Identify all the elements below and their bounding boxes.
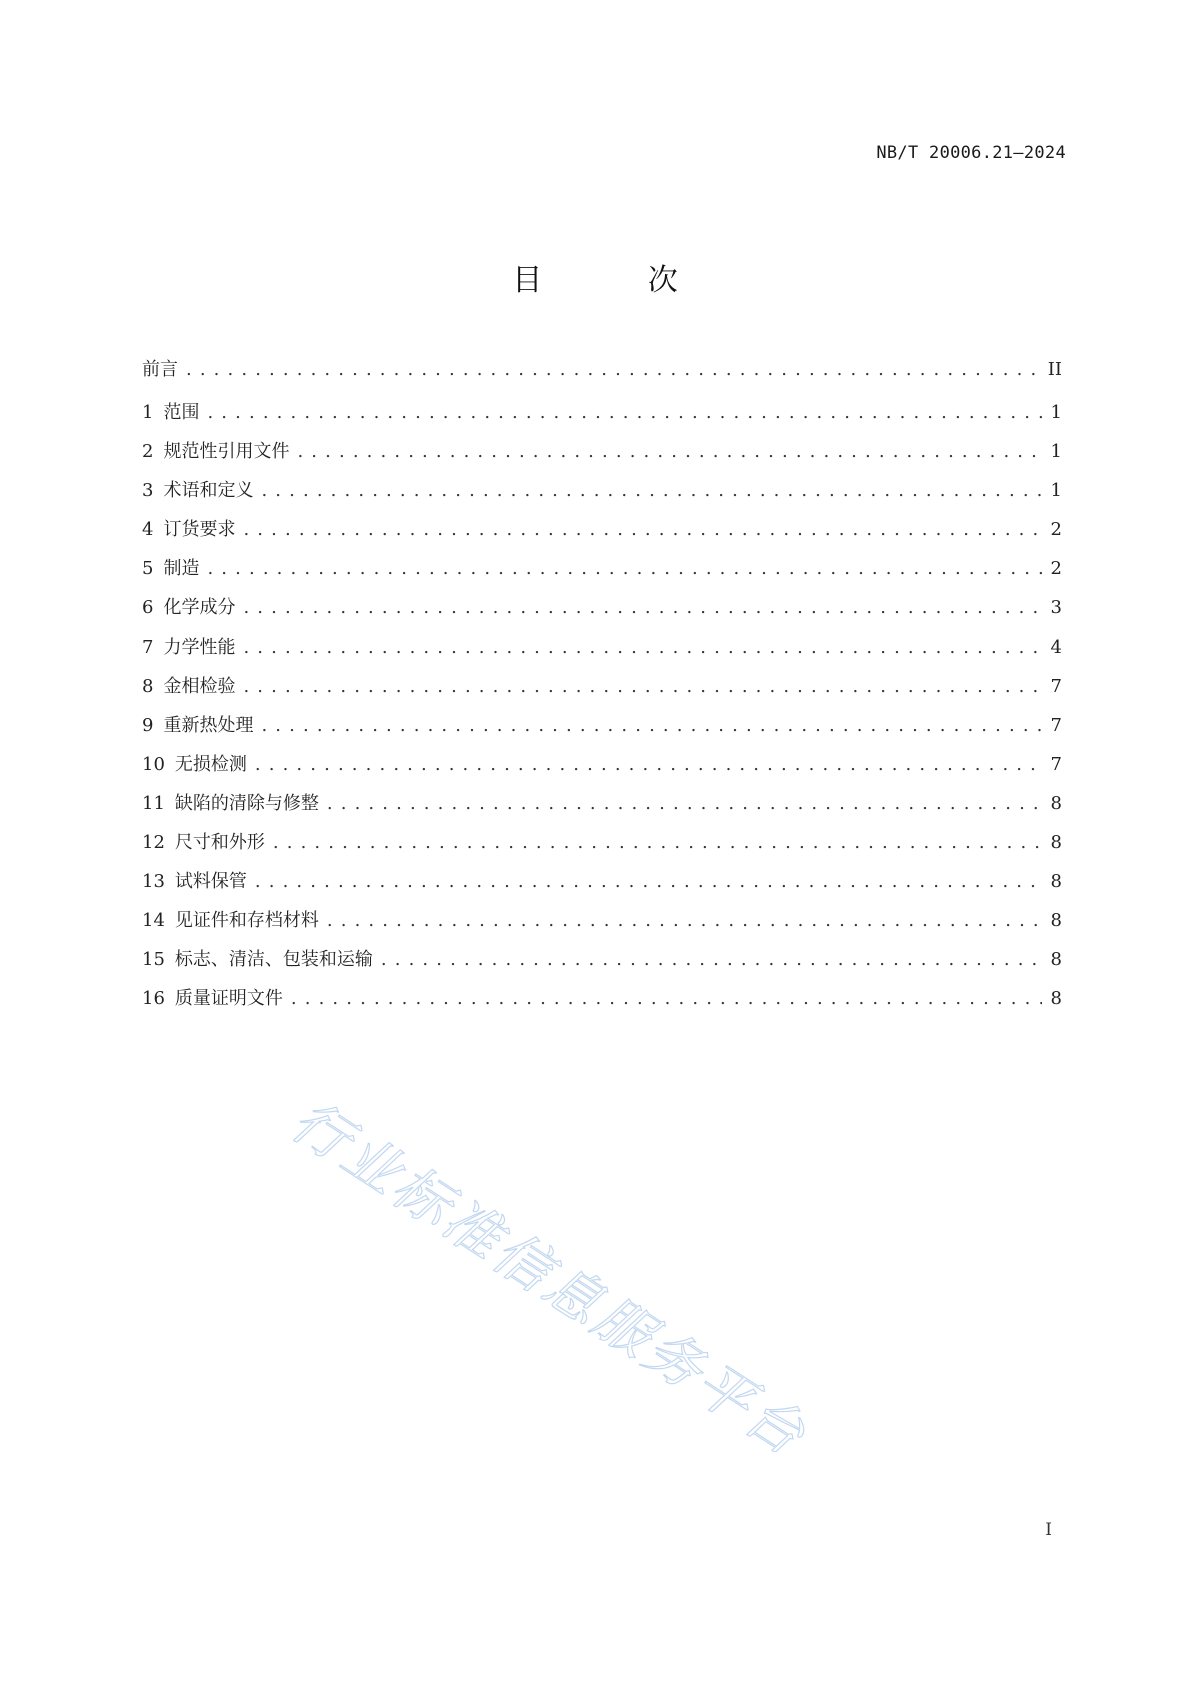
toc-entry-page: 8 <box>1050 871 1062 893</box>
toc-entry[interactable] <box>142 398 1062 437</box>
toc-entry-number: 8 <box>142 675 154 697</box>
table-of-contents <box>142 355 1062 1024</box>
toc-entry[interactable] <box>142 984 1062 1023</box>
toc-dot-leader <box>243 519 1042 540</box>
toc-entry-page: 2 <box>1050 519 1062 541</box>
toc-entry[interactable] <box>142 789 1062 828</box>
toc-entry-number: 16 <box>142 988 165 1010</box>
toc-entry-label: 质量证明文件 <box>174 988 283 1010</box>
toc-entry[interactable] <box>142 945 1062 984</box>
toc-entry-page: 1 <box>1050 441 1062 463</box>
toc-dot-leader <box>243 637 1042 658</box>
toc-entry-page: 8 <box>1050 792 1062 814</box>
watermark: 行业标准信息服务平台 <box>279 1088 819 1470</box>
toc-dot-leader <box>186 359 1040 380</box>
toc-dot-leader <box>297 441 1042 462</box>
toc-entry-page: 8 <box>1050 910 1062 932</box>
toc-dot-leader <box>255 754 1042 775</box>
toc-dot-leader <box>207 402 1042 423</box>
toc-entry-label: 试料保管 <box>174 871 247 893</box>
toc-entry-number: 9 <box>142 714 154 736</box>
toc-entry-page: 1 <box>1050 480 1062 502</box>
toc-entry[interactable] <box>142 867 1062 906</box>
toc-entry-page: 2 <box>1050 558 1062 580</box>
toc-entry[interactable] <box>142 711 1062 750</box>
toc-entry[interactable] <box>142 593 1062 632</box>
toc-entry-page: 3 <box>1050 597 1062 619</box>
toc-entry-label: 重新热处理 <box>163 714 254 736</box>
toc-entry[interactable] <box>142 437 1062 476</box>
toc-dot-leader <box>243 676 1042 697</box>
toc-entry[interactable] <box>142 828 1062 867</box>
toc-entry-label: 缺陷的清除与修整 <box>174 792 319 814</box>
toc-entry-label: 无损检测 <box>174 753 247 775</box>
toc-entry-label: 尺寸和外形 <box>174 832 265 854</box>
toc-entry-label: 订货要求 <box>163 519 236 541</box>
toc-dot-leader <box>291 988 1042 1009</box>
toc-entry-number: 12 <box>142 832 165 854</box>
toc-entry-number: 2 <box>142 441 154 463</box>
toc-entry-number: 11 <box>142 792 165 814</box>
toc-dot-leader <box>207 558 1042 579</box>
toc-entry-number: 5 <box>142 558 154 580</box>
toc-entry-page: 7 <box>1050 714 1062 736</box>
toc-dot-leader <box>381 949 1042 970</box>
toc-dot-leader <box>327 910 1042 931</box>
toc-entry-label: 见证件和存档材料 <box>174 910 319 932</box>
toc-entry-label: 术语和定义 <box>163 480 254 502</box>
toc-entry-number: 13 <box>142 871 165 893</box>
toc-entry-label: 金相检验 <box>163 675 236 697</box>
toc-dot-leader <box>273 832 1042 853</box>
toc-entry-page: 8 <box>1050 988 1062 1010</box>
toc-entry-page: 7 <box>1050 753 1062 775</box>
toc-entry[interactable] <box>142 906 1062 945</box>
toc-entry[interactable] <box>142 476 1062 515</box>
toc-dot-leader <box>261 480 1042 501</box>
toc-entry-page: 4 <box>1050 636 1062 658</box>
toc-entry-page: 8 <box>1050 832 1062 854</box>
toc-entry-page: 7 <box>1050 675 1062 697</box>
toc-entry-label: 范围 <box>163 402 200 423</box>
toc-entry-number: 3 <box>142 480 154 502</box>
document-code: NB/T 20006.21—2024 <box>876 143 1066 163</box>
toc-entry[interactable] <box>142 515 1062 554</box>
toc-dot-leader <box>243 597 1042 618</box>
toc-entry[interactable] <box>142 750 1062 789</box>
toc-entry[interactable] <box>142 633 1062 672</box>
toc-entry-number: 1 <box>142 402 154 423</box>
toc-entry-label: 规范性引用文件 <box>163 441 290 463</box>
toc-entry[interactable] <box>142 554 1062 593</box>
toc-entry-number: 14 <box>142 910 165 932</box>
toc-entry-page: 1 <box>1050 402 1062 423</box>
toc-dot-leader <box>261 715 1042 736</box>
toc-entry-label: 化学成分 <box>163 597 236 619</box>
toc-dot-leader <box>255 871 1042 892</box>
toc-entry-number: 4 <box>142 519 154 541</box>
toc-entry[interactable] <box>142 355 1062 398</box>
toc-entry-label: 力学性能 <box>163 636 236 658</box>
toc-entry-page: II <box>1047 359 1062 380</box>
toc-entry-number: 6 <box>142 597 154 619</box>
toc-entry-number: 15 <box>142 949 165 971</box>
toc-entry-number: 10 <box>142 753 165 775</box>
toc-entry[interactable] <box>142 672 1062 711</box>
toc-dot-leader <box>327 793 1042 814</box>
toc-entry-label: 标志、清洁、包装和运输 <box>174 949 373 971</box>
toc-entry-label: 前言 <box>142 359 178 380</box>
toc-entry-label: 制造 <box>163 558 200 580</box>
toc-entry-number: 7 <box>142 636 154 658</box>
page-number: I <box>1045 1520 1052 1540</box>
toc-entry-page: 8 <box>1050 949 1062 971</box>
page-title: 目 次 <box>512 263 726 298</box>
